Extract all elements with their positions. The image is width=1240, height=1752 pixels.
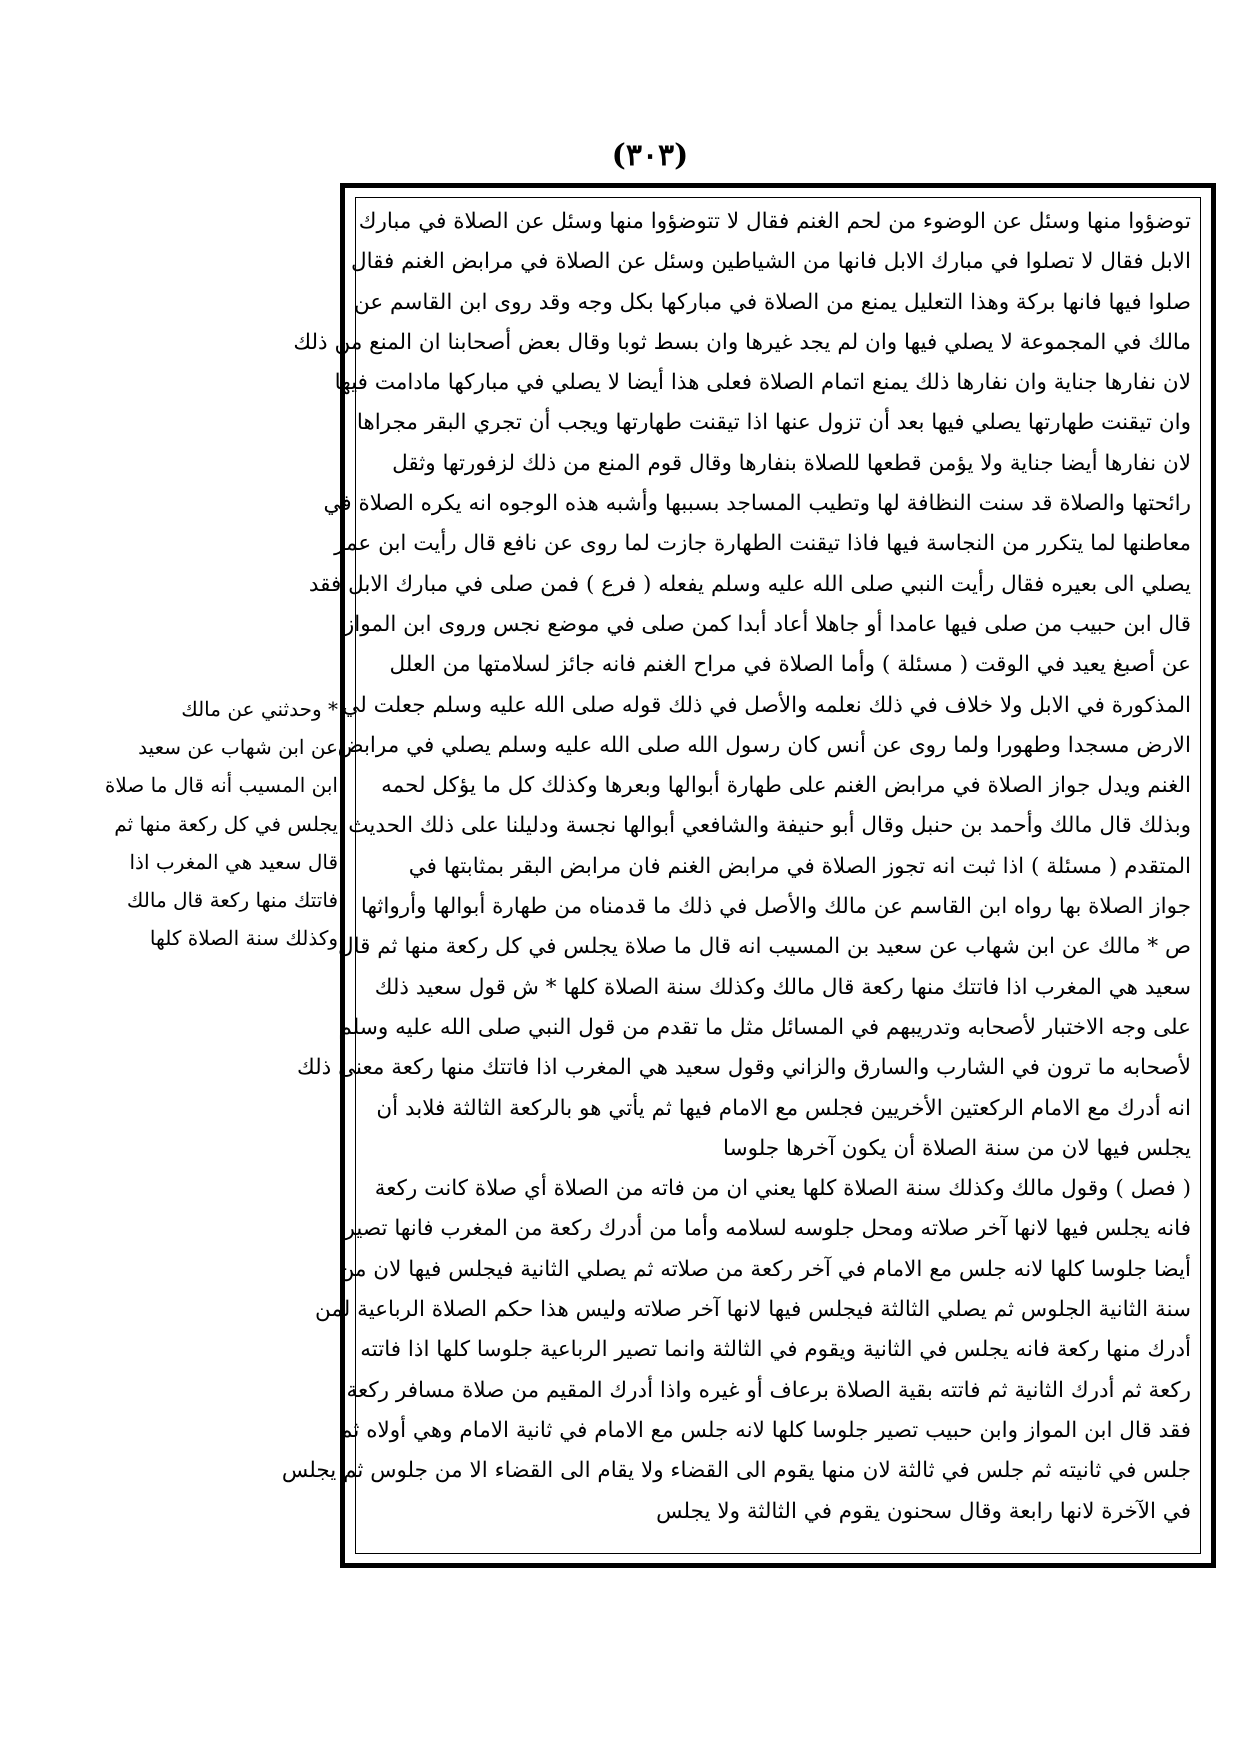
margin-line: * وحدثني عن مالك — [181, 697, 338, 721]
text-line: سعيد هي المغرب اذا فاتتك منها ركعة قال مالك وكذلك سنة الصلاة كلها * ش قول سعيد ذلك — [374, 974, 1191, 1000]
text-line: لأصحابه ما ترون في الشارب والسارق والزاني وقول سعيد هي المغرب اذا فاتتك منها ركعة معنى ذلك — [296, 1055, 1191, 1081]
margin-line: فاتتك منها ركعة قال مالك — [126, 887, 338, 912]
text-line: ركعة ثم أدرك الثانية ثم فاتته بقية الصلاة برعاف أو غيره واذا أدرك المقيم من صلاة مسافر ركعة — [346, 1377, 1191, 1403]
main-text-block — [281, 202, 1191, 1532]
text-line: المتقدم ( مسئلة ) اذا ثبت انه تجوز الصلاة في مرابض الغنم فان مرابض البقر بمثابتها في — [408, 853, 1191, 879]
text-line: الغنم ويدل جواز الصلاة في مرابض الغنم على طهارة أبوالها وبعرها وكذلك كل ما يؤكل لحمه — [381, 773, 1191, 799]
margin-line: قال سعيد هي المغرب اذا — [129, 849, 338, 874]
margin-line: يجلس في كل ركعة منها ثم — [114, 811, 338, 836]
text-line: ص * مالك عن ابن شهاب عن سعيد بن المسيب انه قال ما صلاة يجلس في كل ركعة منها ثم قال — [337, 934, 1191, 960]
text-line: وبذلك قال مالك وأحمد بن حنبل وقال أبو حنيفة والشافعي أبوالها نجسة ودليلنا على ذلك الحديث — [348, 813, 1191, 839]
text-line: مالك في المجموعة لا يصلي فيها وان لم يجد غيرها وان بسط ثوبا وقال بعض أصحابنا ان المنع من ذلك — [293, 329, 1191, 355]
text-line: لان نفارها أيضا جناية ولا يؤمن قطعها للصلاة بنفارها وقال قوم المنع من ذلك لزفورتها وثقل — [392, 450, 1191, 476]
text-line: سنة الثانية الجلوس ثم يصلي الثالثة فيجلس فيها لانها آخر صلاته وليس هذا حكم الصلاة الرباعية لمن — [315, 1297, 1191, 1323]
text-line: في الآخرة لانها رابعة وقال سحنون يقوم في الثالثة ولا يجلس — [656, 1498, 1191, 1524]
text-line: فقد قال ابن المواز وابن حبيب تصير جلوسا كلها لانه جلس مع الامام في ثانية الامام وهي أولاه ثم — [339, 1417, 1191, 1443]
text-line: على وجه الاختبار لأصحابه وتدريبهم في المسائل مثل ما تقدم من قول النبي صلى الله عليه وسلم — [338, 1014, 1191, 1040]
text-line: قال ابن حبيب من صلى فيها عامدا أو جاهلا أعاد أبدا كمن صلى في موضع نجس وروى ابن المواز — [343, 611, 1191, 637]
text-line: عن أصبغ يعيد في الوقت ( مسئلة ) وأما الصلاة في مراح الغنم فانه جائز لسلامتها من العلل — [389, 652, 1191, 678]
text-line: لان نفارها جناية وان نفارها ذلك يمنع اتمام الصلاة فعلى هذا أيضا لا يصلي في مباركها مادامت فيها — [334, 370, 1191, 396]
page-number: (٣٠٣) — [611, 138, 689, 173]
text-line: يجلس فيها لان من سنة الصلاة أن يكون آخرها جلوسا — [723, 1135, 1191, 1161]
text-line: صلوا فيها فانها بركة وهذا التعليل يمنع من الصلاة في مباركها بكل وجه وقد روى ابن القاسم عن — [354, 289, 1191, 315]
text-line: توضؤوا منها وسئل عن الوضوء من لحم الغنم فقال لا تتوضؤوا منها وسئل عن الصلاة في مبارك — [358, 209, 1191, 234]
text-line: انه أدرك مع الامام الركعتين الأخريين فجلس مع الامام فيها ثم يأتي هو بالركعة الثالثة فلابد أن — [376, 1095, 1191, 1121]
margin-line: وكذلك سنة الصلاة كلها — [149, 926, 338, 951]
text-line: جواز الصلاة بها رواه ابن القاسم عن مالك والأصل في ذلك ما قدمناه من طهارة أبوالها وأرواثها — [360, 894, 1191, 920]
text-line: أدرك منها ركعة فانه يجلس في الثانية ويقوم في الثالثة وانما تصير الرباعية جلوسا كلها اذا فاتته — [360, 1337, 1191, 1363]
text-line: أيضا جلوسا كلها لانه جلس مع الامام في آخر ركعة من صلاته ثم يصلي الثانية فيجلس فيها لان من — [338, 1256, 1191, 1282]
margin-line: ابن المسيب أنه قال ما صلاة — [104, 773, 338, 798]
text-line: الابل فقال لا تصلوا في مبارك الابل فانها من الشياطين وسئل عن الصلاة في مرابض الغنم فقال — [350, 249, 1191, 275]
text-line: يصلي الى بعيره فقال رأيت النبي صلى الله عليه وسلم يفعله ( فرع ) فمن صلى في مبارك الابل فقد — [308, 571, 1191, 597]
text-line: معاطنها لما يتكرر من النجاسة فيها فاذا تيقنت الطهارة جازت لما روى عن نافع قال رأيت ابن عمر — [334, 531, 1191, 557]
margin-note — [104, 690, 338, 957]
text-line: جلس في ثانيته ثم جلس في ثالثة لان منها يقوم الى القضاء ولا يقام الى القضاء الا من جلوس ثم يجلس — [281, 1458, 1191, 1484]
text-line: فانه يجلس فيها لانها آخر صلاته ومحل جلوسه لسلامه وأما من أدرك ركعة من المغرب فانها تصير — [344, 1216, 1191, 1242]
text-frame — [281, 183, 1216, 1568]
text-line: رائحتها والصلاة قد سنت النظافة لها وتطيب المساجد بسببها وأشبه هذه الوجوه انه يكره الصلاة في — [323, 491, 1191, 517]
margin-line: عن ابن شهاب عن سعيد — [138, 735, 338, 760]
text-line: وان تيقنت طهارتها يصلي فيها بعد أن تزول عنها اذا تيقنت طهارتها ويجب أن تجري البقر مجراها — [356, 410, 1191, 436]
text-line: الارض مسجدا وطهورا ولما روى عن أنس كان رسول الله صلى الله عليه وسلم يصلي في مرابض — [337, 732, 1191, 758]
text-line: ( فصل ) وقول مالك وكذلك سنة الصلاة كلها يعني ان من فاته من الصلاة أي صلاة كانت ركعة — [374, 1176, 1191, 1202]
text-line: المذكورة في الابل ولا خلاف في ذلك نعلمه والأصل في ذلك قوله صلى الله عليه وسلم جعلت لي — [342, 692, 1191, 718]
